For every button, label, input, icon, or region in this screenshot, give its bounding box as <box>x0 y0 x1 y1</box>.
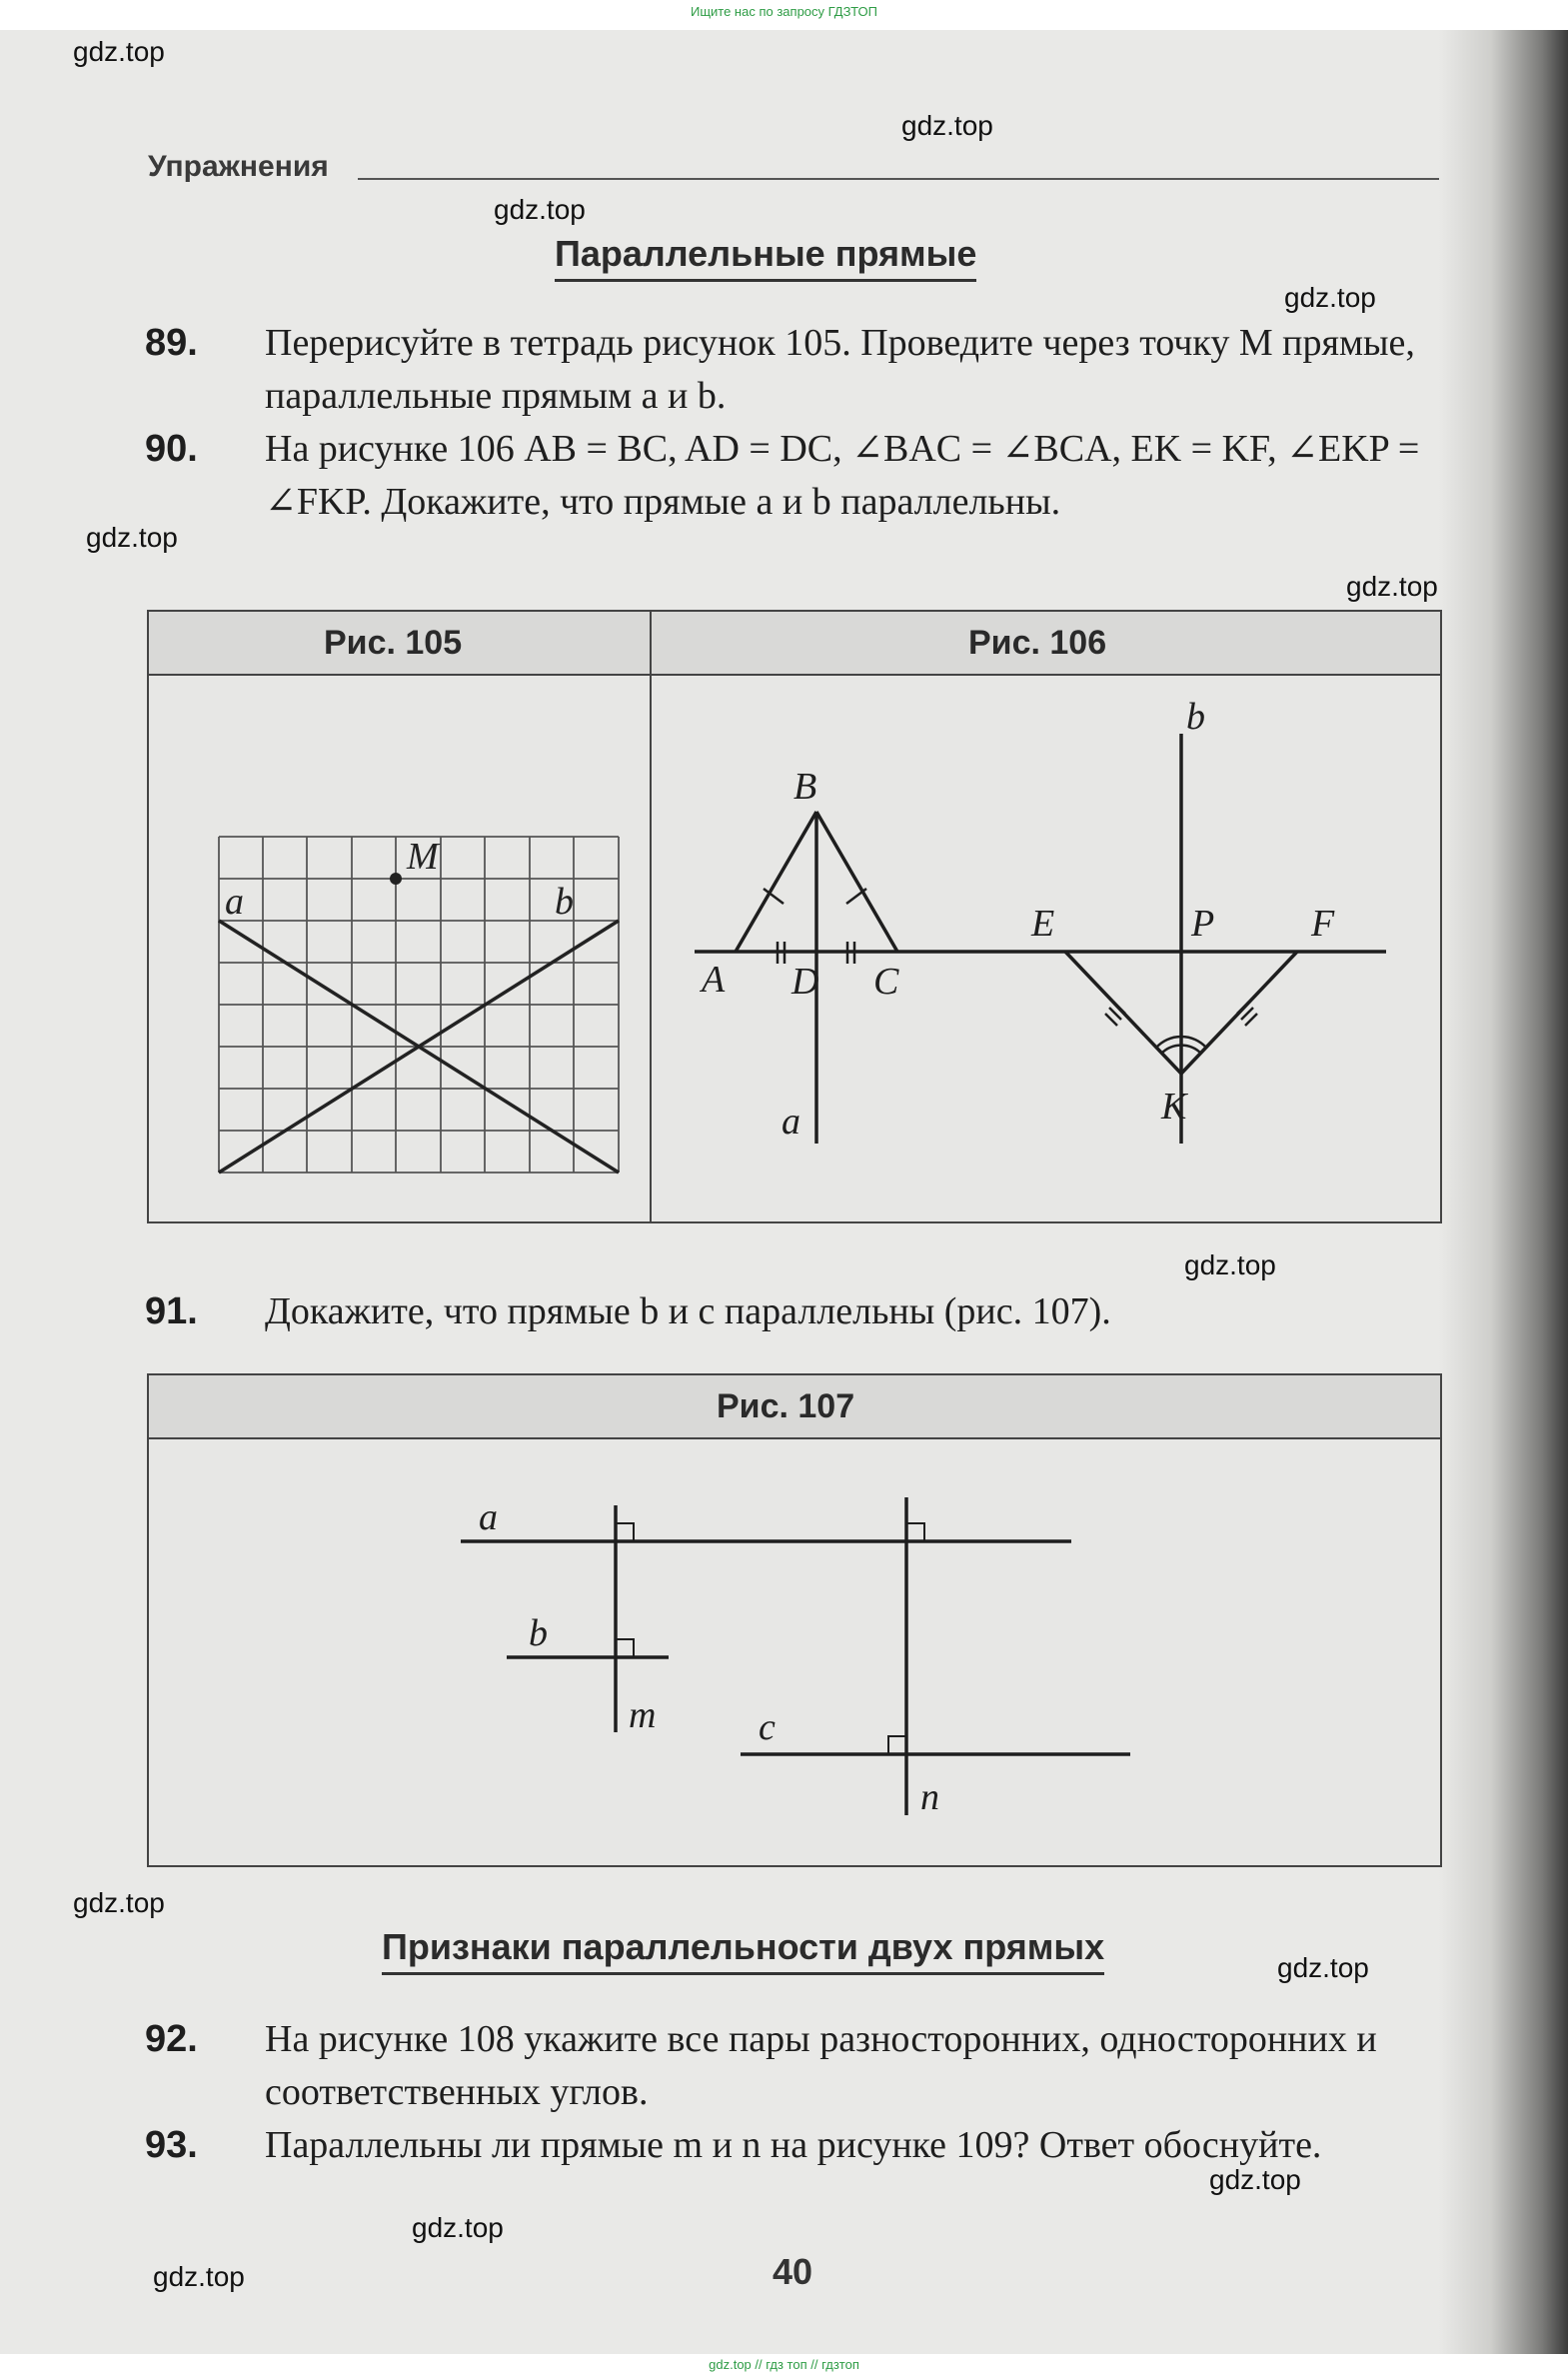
exercise-text: Параллельны ли прямые m и n на рисунке 109? Ответ обоснуйте. <box>265 2124 1322 2166</box>
exercise-92 <box>145 2013 1434 2119</box>
label-a: a <box>225 881 244 923</box>
exercise-90 <box>145 423 1434 529</box>
figure-107-drawing <box>149 1437 1438 1863</box>
label-b: b <box>555 881 574 923</box>
figure-box-105-106 <box>147 610 1442 1223</box>
label-D: D <box>791 961 819 1003</box>
watermark: gdz.top <box>1346 571 1438 602</box>
watermark: gdz.top <box>1184 1249 1276 1280</box>
figure-box-107 <box>147 1373 1442 1867</box>
label-m: m <box>629 1694 657 1736</box>
exercise-text: На рисунке 106 AB = BC, AD = DC, ∠BAC = ∠BCA, EK = KF, ∠EKP = ∠FKP. Докажите, что прямые a и b параллельны. <box>265 428 1420 523</box>
watermark: gdz.top <box>901 110 993 141</box>
label-P: P <box>1191 903 1215 945</box>
label-E: E <box>1031 903 1055 945</box>
exercise-number: 90. <box>145 428 198 470</box>
watermark: gdz.top <box>1284 282 1376 313</box>
section-label: Упражнения <box>148 150 329 183</box>
figure-105-title: Рис. 105 <box>324 624 463 662</box>
exercise-number: 93. <box>145 2124 198 2166</box>
exercise-number: 89. <box>145 322 198 364</box>
label-M: M <box>407 836 439 878</box>
label-b: b <box>1186 696 1205 738</box>
heading-parallel-lines: Параллельные прямые <box>555 233 976 282</box>
watermark: gdz.top <box>86 522 178 553</box>
top-banner[interactable]: Ищите нас по запросу ГДЗТОП <box>690 4 877 19</box>
exercise-text: Докажите, что прямые b и c параллельны (рис. 107). <box>265 1290 1111 1332</box>
heading-criteria: Признаки параллельности двух прямых <box>382 1926 1104 1975</box>
exercise-text: Перерисуйте в тетрадь рисунок 105. Проведите через точку M прямые, параллельные прямым a и b. <box>265 322 1415 417</box>
watermark: gdz.top <box>1209 2164 1301 2195</box>
figure-107-title: Рис. 107 <box>717 1387 855 1425</box>
section-rule <box>358 178 1439 180</box>
watermark: gdz.top <box>73 1887 165 1918</box>
label-F: F <box>1311 903 1335 945</box>
figure-105-drawing <box>149 674 649 1219</box>
label-a: a <box>782 1101 800 1143</box>
exercise-91 <box>145 1285 1434 1338</box>
exercise-text: На рисунке 108 укажите все пары разносторонних, односторонних и соответственных углов. <box>265 2018 1377 2113</box>
watermark: gdz.top <box>412 2212 504 2243</box>
figure-106-drawing <box>652 674 1437 1219</box>
label-c: c <box>759 1706 776 1748</box>
watermark: gdz.top <box>494 194 586 225</box>
exercise-89 <box>145 317 1434 423</box>
bottom-banner[interactable]: gdz.top // гдз топ // гдзтоп <box>709 2357 859 2372</box>
page-edge-shadow <box>1439 30 1568 2354</box>
exercise-93 <box>145 2119 1434 2172</box>
watermark: gdz.top <box>1277 1952 1369 1983</box>
label-b: b <box>529 1612 548 1654</box>
figure-106-title: Рис. 106 <box>968 624 1107 662</box>
exercise-number: 92. <box>145 2018 198 2060</box>
label-C: C <box>873 961 899 1003</box>
label-K: K <box>1161 1086 1187 1128</box>
label-A: A <box>702 959 726 1001</box>
page-number: 40 <box>773 2251 813 2292</box>
label-B: B <box>793 766 817 808</box>
label-n: n <box>920 1776 939 1818</box>
watermark: gdz.top <box>73 36 165 67</box>
watermark: gdz.top <box>153 2261 245 2292</box>
exercise-number: 91. <box>145 1290 198 1332</box>
label-a: a <box>479 1496 498 1538</box>
point-M <box>390 873 402 885</box>
